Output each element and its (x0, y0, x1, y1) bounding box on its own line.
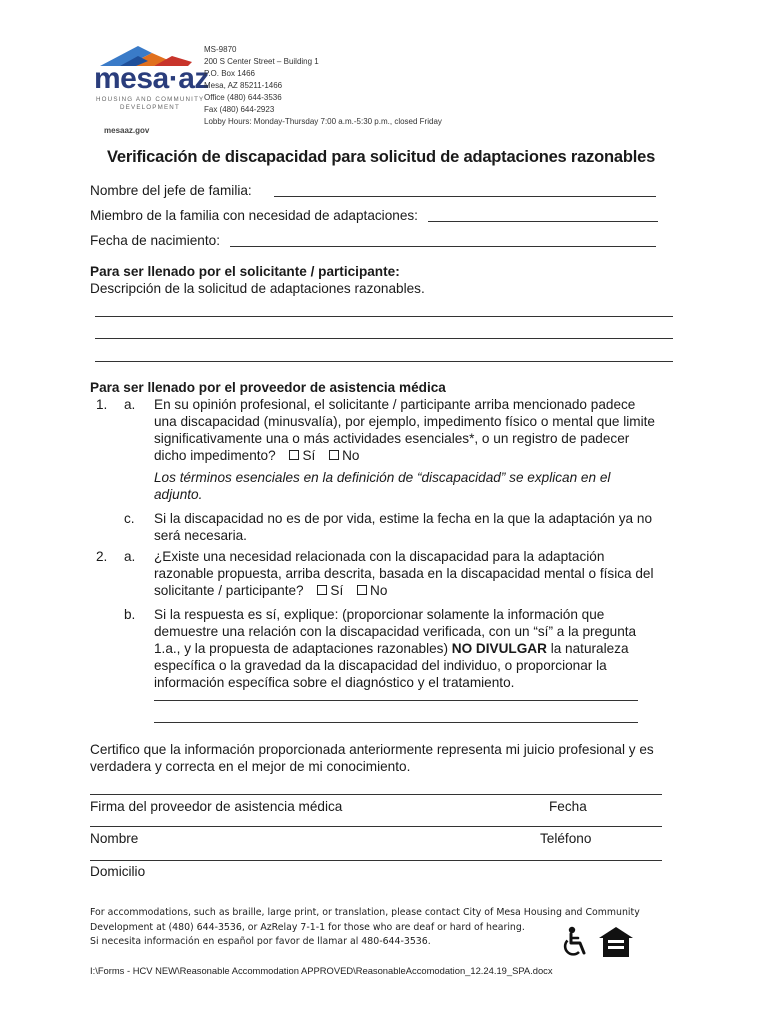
q2b-answer-line-2[interactable] (154, 722, 638, 723)
form-title: Verificación de discapacidad para solicitud de adaptaciones razonables (107, 148, 656, 166)
q1a-line: En su opinión profesional, el solicitante / participante arriba mencionado padece (154, 397, 636, 412)
address-line: Fax (480) 644-2923 (204, 105, 275, 114)
q2b-label: b. (124, 607, 136, 622)
mesa-logo (92, 40, 209, 140)
q2b-line: información específica sobre el diagnóstico y el tratamiento. (154, 675, 515, 690)
q2a-line: ¿Existe una necesidad relacionada con la discapacidad para la adaptación (154, 549, 605, 564)
description-line-3[interactable] (95, 361, 673, 362)
date-label: Fecha (549, 799, 587, 814)
q1a-text (154, 396, 655, 464)
head-of-family-label: Nombre del jefe de familia: (90, 183, 252, 198)
accessibility-icon (560, 926, 590, 958)
address-line: Office (480) 644-3536 (204, 93, 282, 102)
q2b-line3-end: la naturaleza (550, 641, 629, 656)
website-link[interactable]: mesaaz.gov (104, 126, 150, 135)
equal-housing-icon (598, 926, 634, 958)
q1a-line: dicho impedimento? (154, 448, 276, 463)
q1a-no-checkbox[interactable] (329, 450, 339, 460)
q2a-line-answer (154, 582, 654, 599)
logo-subtitle-2: DEVELOPMENT (120, 104, 180, 111)
provider-signature-label: Firma del proveedor de asistencia médica (90, 799, 343, 814)
q2b-line: Si la respuesta es sí, explique: (proporcionar solamente la información que (154, 607, 605, 622)
name-label: Nombre (90, 831, 139, 846)
q2a-no-label: No (370, 583, 388, 598)
q2b-line: demuestre una relación con la discapacidad verificada, con un “sí” a la pregunta (154, 624, 637, 639)
description-line-2[interactable] (95, 338, 673, 339)
address-line: 200 S Center Street – Building 1 (204, 57, 319, 66)
q2a-yes-checkbox[interactable] (317, 585, 327, 595)
address-line: Lobby Hours: Monday-Thursday 7:00 a.m.-5:30 p.m., closed Friday (204, 117, 442, 126)
q2b-line (154, 640, 636, 657)
notice-line: Development at (480) 644-3536, or AzRelay 7-1-1 for those who are deaf or hard of hearing. (90, 921, 525, 933)
accommodations-notice (90, 906, 640, 950)
address-line: P.O. Box 1466 (204, 69, 255, 78)
q1a-line: una discapacidad (minusvalía), por ejemplo, impedimento físico o mental que limite (154, 414, 655, 429)
logo-brand: mesa·az (94, 62, 209, 95)
q2a-no-checkbox[interactable] (357, 585, 367, 595)
name-line[interactable] (90, 826, 662, 827)
q2b-line: específica o la gravedad da la discapacidad del individuo, o proporcionar la (154, 658, 607, 673)
address-line: MS-9870 (204, 45, 237, 54)
address-block (204, 44, 442, 128)
member-field[interactable] (428, 221, 658, 222)
q2a-label: a. (124, 549, 136, 564)
description-line-1[interactable] (95, 316, 673, 317)
q1a-yes-label: Sí (302, 448, 316, 463)
q2-number: 2. (96, 549, 108, 564)
q1a-no-label: No (342, 448, 360, 463)
notice-line: Si necesita información en español por favor de llamar al 480-644-3536. (90, 936, 431, 947)
q1c-text (154, 510, 652, 544)
q2a-line: solicitante / participante? (154, 583, 304, 598)
note-line: adjunto. (154, 487, 203, 502)
q2a-yes-label: Sí (330, 583, 344, 598)
q1c-label: c. (124, 511, 135, 526)
birth-date-label: Fecha de nacimiento: (90, 233, 220, 248)
note-line: Los términos esenciales en la definición de “discapacidad” se explican en el (154, 470, 611, 485)
phone-label: Teléfono (540, 831, 592, 846)
q1a-yes-checkbox[interactable] (289, 450, 299, 460)
essential-terms-note (154, 469, 610, 503)
q1c-line: Si la discapacidad no es de por vida, estime la fecha en la que la adaptación ya no (154, 511, 653, 526)
birth-date-field[interactable] (230, 246, 656, 247)
q1c-line: será necesaria. (154, 528, 247, 543)
applicant-description: Descripción de la solicitud de adaptaciones razonables. (90, 281, 425, 296)
applicant-heading: Para ser llenado por el solicitante / participante: (90, 264, 400, 279)
address-line-field[interactable] (90, 860, 662, 861)
file-path: I:\Forms - HCV NEW\Reasonable Accommodation APPROVED\ReasonableAccomodation_12.24.19_SPA.docx (90, 965, 553, 976)
certification-text (90, 741, 654, 775)
address-label: Domicilio (90, 864, 146, 879)
address-line: Mesa, AZ 85211-1466 (204, 81, 283, 90)
q2b-line3-text: 1.a., y la propuesta de adaptaciones razonables) (154, 641, 448, 656)
notice-line: For accommodations, such as braille, large print, or translation, please contact City of Mesa Housing and Community (90, 907, 640, 918)
certification-line: verdadera y correcta en el mejor de mi conocimiento. (90, 759, 411, 774)
signature-line[interactable] (90, 794, 662, 795)
certification-line: Certifico que la información proporcionada anteriormente representa mi juicio profesional y es (90, 742, 654, 757)
q2a-line: razonable propuesta, arriba descrita, basada en la discapacidad mental o física del (154, 566, 654, 581)
q1a-line: significativamente una o más actividades esenciales*, o un registro de padecer (154, 431, 630, 446)
member-label: Miembro de la familia con necesidad de adaptaciones: (90, 208, 418, 223)
no-divulge-emphasis: NO DIVULGAR (451, 641, 547, 656)
q1a-label: a. (124, 397, 136, 412)
head-of-family-field[interactable] (274, 196, 656, 197)
q2a-text (154, 548, 654, 599)
logo-subtitle-1: HOUSING AND COMMUNITY (96, 96, 205, 103)
q1a-line-answer (154, 447, 655, 464)
provider-heading: Para ser llenado por el proveedor de asistencia médica (90, 380, 446, 395)
q2b-answer-line-1[interactable] (154, 700, 638, 701)
q2b-text (154, 606, 636, 691)
q1-number: 1. (96, 397, 108, 412)
